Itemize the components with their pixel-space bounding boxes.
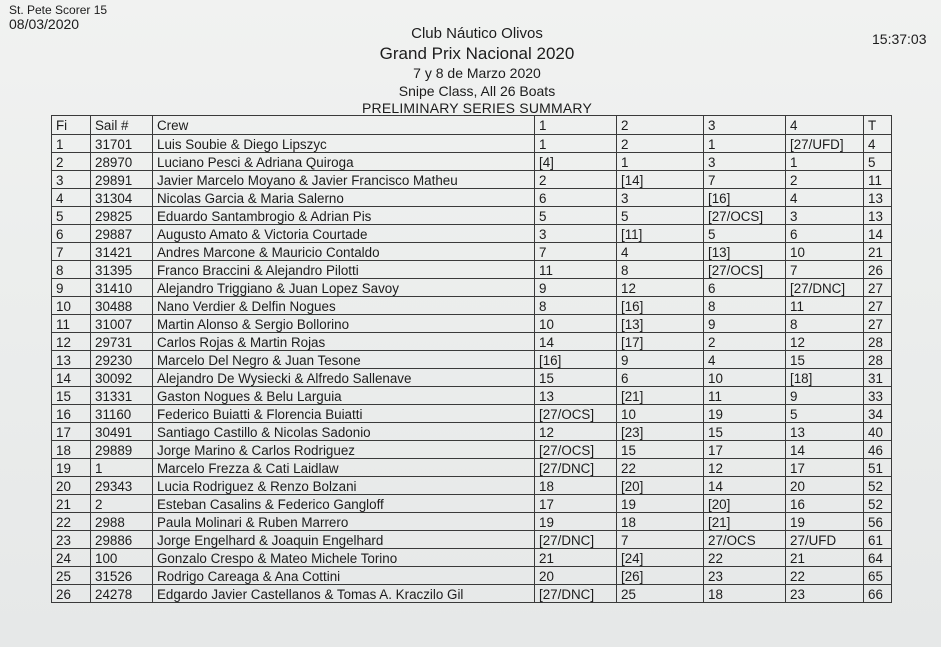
race-3-cell: 10 xyxy=(704,369,786,387)
race-4-cell: 27/UFD xyxy=(786,531,864,549)
crew-cell: Luis Soubie & Diego Lipszyc xyxy=(153,135,535,153)
race-3-cell: [27/OCS] xyxy=(704,207,786,225)
sail-number-cell: 31304 xyxy=(91,189,153,207)
crew-cell: Luciano Pesci & Adriana Quiroga xyxy=(153,153,535,171)
total-points-cell: 27 xyxy=(864,279,892,297)
sail-number-cell: 30092 xyxy=(91,369,153,387)
race-3-cell: [27/OCS] xyxy=(704,261,786,279)
race-3-cell: 1 xyxy=(704,135,786,153)
race-2-cell: 9 xyxy=(617,351,704,369)
sail-number-cell: 29889 xyxy=(91,441,153,459)
header-row xyxy=(52,116,892,135)
header-cell: 3 xyxy=(704,116,786,135)
total-points-cell: 33 xyxy=(864,387,892,405)
total-points-cell: 13 xyxy=(864,189,892,207)
finish-position-cell: 2 xyxy=(52,153,91,171)
sail-number-cell: 1 xyxy=(91,459,153,477)
header-cell: Sail # xyxy=(91,116,153,135)
finish-position-cell: 9 xyxy=(52,279,91,297)
race-4-cell: 19 xyxy=(786,513,864,531)
table-row xyxy=(52,567,892,585)
race-3-cell: 15 xyxy=(704,423,786,441)
table-row xyxy=(52,495,892,513)
race-4-cell: 5 xyxy=(786,405,864,423)
results-body xyxy=(52,135,892,603)
race-4-cell: 9 xyxy=(786,387,864,405)
race-2-cell: 19 xyxy=(617,495,704,513)
race-2-cell: 15 xyxy=(617,441,704,459)
race-1-cell: [27/DNC] xyxy=(535,459,617,477)
total-points-cell: 21 xyxy=(864,243,892,261)
crew-cell: Gonzalo Crespo & Mateo Michele Torino xyxy=(153,549,535,567)
race-2-cell: 1 xyxy=(617,153,704,171)
race-3-cell: 14 xyxy=(704,477,786,495)
race-4-cell: [27/DNC] xyxy=(786,279,864,297)
sail-number-cell: 30491 xyxy=(91,423,153,441)
total-points-cell: 28 xyxy=(864,351,892,369)
finish-position-cell: 14 xyxy=(52,369,91,387)
total-points-cell: 40 xyxy=(864,423,892,441)
total-points-cell: 27 xyxy=(864,297,892,315)
crew-cell: Franco Braccini & Alejandro Pilotti xyxy=(153,261,535,279)
race-2-cell: 5 xyxy=(617,207,704,225)
race-4-cell: 22 xyxy=(786,567,864,585)
race-3-cell: 6 xyxy=(704,279,786,297)
table-row xyxy=(52,135,892,153)
crew-cell: Jorge Engelhard & Joaquin Engelhard xyxy=(153,531,535,549)
crew-cell: Marcelo Frezza & Cati Laidlaw xyxy=(153,459,535,477)
race-3-cell: 7 xyxy=(704,171,786,189)
race-1-cell: 15 xyxy=(535,369,617,387)
sail-number-cell: 30488 xyxy=(91,297,153,315)
finish-position-cell: 3 xyxy=(52,171,91,189)
table-row xyxy=(52,225,892,243)
table-row xyxy=(52,333,892,351)
race-3-cell: 12 xyxy=(704,459,786,477)
race-1-cell: 10 xyxy=(535,315,617,333)
event-title: Grand Prix Nacional 2020 xyxy=(379,44,575,63)
header-cell: 2 xyxy=(617,116,704,135)
finish-position-cell: 6 xyxy=(52,225,91,243)
finish-position-cell: 13 xyxy=(52,351,91,369)
crew-cell: Andres Marcone & Mauricio Contaldo xyxy=(153,243,535,261)
table-row xyxy=(52,261,892,279)
race-4-cell: 3 xyxy=(786,207,864,225)
race-2-cell: [21] xyxy=(617,387,704,405)
total-points-cell: 11 xyxy=(864,171,892,189)
race-2-cell: 2 xyxy=(617,135,704,153)
crew-cell: Edgardo Javier Castellanos & Tomas A. Kraczilo Gil xyxy=(153,585,535,603)
finish-position-cell: 24 xyxy=(52,549,91,567)
total-points-cell: 64 xyxy=(864,549,892,567)
print-time: 15:37:03 xyxy=(872,31,927,47)
total-points-cell: 4 xyxy=(864,135,892,153)
club-name: Club Náutico Olivos xyxy=(411,25,543,42)
total-points-cell: 65 xyxy=(864,567,892,585)
race-1-cell: 14 xyxy=(535,333,617,351)
total-points-cell: 52 xyxy=(864,477,892,495)
table-row xyxy=(52,171,892,189)
race-1-cell: 18 xyxy=(535,477,617,495)
scorer-info xyxy=(9,3,107,31)
finish-position-cell: 16 xyxy=(52,405,91,423)
race-2-cell: [20] xyxy=(617,477,704,495)
print-date: 08/03/2020 xyxy=(9,16,80,32)
crew-cell: Alejandro Triggiano & Juan Lopez Savoy xyxy=(153,279,535,297)
race-3-cell: 22 xyxy=(704,549,786,567)
finish-position-cell: 12 xyxy=(52,333,91,351)
race-4-cell: 1 xyxy=(786,153,864,171)
title-block xyxy=(280,24,674,116)
sail-number-cell: 31395 xyxy=(91,261,153,279)
race-2-cell: [14] xyxy=(617,171,704,189)
finish-position-cell: 19 xyxy=(52,459,91,477)
race-1-cell: 1 xyxy=(535,135,617,153)
crew-cell: Marcelo Del Negro & Juan Tesone xyxy=(153,351,535,369)
table-row xyxy=(52,387,892,405)
race-4-cell: 4 xyxy=(786,189,864,207)
finish-position-cell: 21 xyxy=(52,495,91,513)
race-1-cell: 8 xyxy=(535,297,617,315)
race-4-cell: 20 xyxy=(786,477,864,495)
race-4-cell: 11 xyxy=(786,297,864,315)
finish-position-cell: 18 xyxy=(52,441,91,459)
race-1-cell: 19 xyxy=(535,513,617,531)
race-1-cell: 7 xyxy=(535,243,617,261)
table-row xyxy=(52,153,892,171)
race-1-cell: 3 xyxy=(535,225,617,243)
finish-position-cell: 17 xyxy=(52,423,91,441)
scorer-name: St. Pete Scorer 15 xyxy=(9,3,108,17)
race-2-cell: 8 xyxy=(617,261,704,279)
crew-cell: Rodrigo Careaga & Ana Cottini xyxy=(153,567,535,585)
sail-number-cell: 31160 xyxy=(91,405,153,423)
crew-cell: Federico Buiatti & Florencia Buiatti xyxy=(153,405,535,423)
sail-number-cell: 29731 xyxy=(91,333,153,351)
summary-title: PRELIMINARY SERIES SUMMARY xyxy=(361,100,593,116)
finish-position-cell: 20 xyxy=(52,477,91,495)
race-1-cell: 5 xyxy=(535,207,617,225)
table-row xyxy=(52,207,892,225)
finish-position-cell: 5 xyxy=(52,207,91,225)
finish-position-cell: 15 xyxy=(52,387,91,405)
sail-number-cell: 2988 xyxy=(91,513,153,531)
sail-number-cell: 31701 xyxy=(91,135,153,153)
race-1-cell: 11 xyxy=(535,261,617,279)
header-cell: 1 xyxy=(535,116,617,135)
sail-number-cell: 29891 xyxy=(91,171,153,189)
sail-number-cell: 31331 xyxy=(91,387,153,405)
table-row xyxy=(52,585,892,603)
total-points-cell: 27 xyxy=(864,315,892,333)
sail-number-cell: 29230 xyxy=(91,351,153,369)
race-4-cell: 7 xyxy=(786,261,864,279)
total-points-cell: 56 xyxy=(864,513,892,531)
finish-position-cell: 11 xyxy=(52,315,91,333)
table-row xyxy=(52,279,892,297)
race-1-cell: [16] xyxy=(535,351,617,369)
table-row xyxy=(52,189,892,207)
sail-number-cell: 29887 xyxy=(91,225,153,243)
finish-position-cell: 26 xyxy=(52,585,91,603)
race-4-cell: 6 xyxy=(786,225,864,243)
finish-position-cell: 25 xyxy=(52,567,91,585)
crew-cell: Nano Verdier & Delfin Nogues xyxy=(153,297,535,315)
class-info: Snipe Class, All 26 Boats xyxy=(398,83,556,99)
race-1-cell: 2 xyxy=(535,171,617,189)
table-row xyxy=(52,405,892,423)
race-3-cell: 27/OCS xyxy=(704,531,786,549)
race-1-cell: [27/OCS] xyxy=(535,441,617,459)
race-3-cell: 23 xyxy=(704,567,786,585)
race-4-cell: 21 xyxy=(786,549,864,567)
sail-number-cell: 29343 xyxy=(91,477,153,495)
race-4-cell: 23 xyxy=(786,585,864,603)
race-2-cell: 22 xyxy=(617,459,704,477)
sail-number-cell: 29825 xyxy=(91,207,153,225)
race-3-cell: 19 xyxy=(704,405,786,423)
total-points-cell: 28 xyxy=(864,333,892,351)
crew-cell: Nicolas Garcia & Maria Salerno xyxy=(153,189,535,207)
race-4-cell: [18] xyxy=(786,369,864,387)
race-1-cell: 20 xyxy=(535,567,617,585)
total-points-cell: 13 xyxy=(864,207,892,225)
finish-position-cell: 7 xyxy=(52,243,91,261)
race-2-cell: [16] xyxy=(617,297,704,315)
race-4-cell: 12 xyxy=(786,333,864,351)
header-cell: T xyxy=(864,116,892,135)
race-1-cell: 12 xyxy=(535,423,617,441)
total-points-cell: 46 xyxy=(864,441,892,459)
race-3-cell: 2 xyxy=(704,333,786,351)
table-row xyxy=(52,369,892,387)
table-row xyxy=(52,459,892,477)
table-row xyxy=(52,531,892,549)
race-4-cell: 16 xyxy=(786,495,864,513)
race-3-cell: [13] xyxy=(704,243,786,261)
race-2-cell: [11] xyxy=(617,225,704,243)
sail-number-cell: 31526 xyxy=(91,567,153,585)
table-row xyxy=(52,477,892,495)
race-2-cell: 4 xyxy=(617,243,704,261)
race-2-cell: 6 xyxy=(617,369,704,387)
total-points-cell: 66 xyxy=(864,585,892,603)
total-points-cell: 51 xyxy=(864,459,892,477)
race-1-cell: [27/DNC] xyxy=(535,531,617,549)
crew-cell: Santiago Castillo & Nicolas Sadonio xyxy=(153,423,535,441)
results-table xyxy=(51,115,892,603)
sail-number-cell: 31007 xyxy=(91,315,153,333)
table-row xyxy=(52,315,892,333)
crew-cell: Lucia Rodriguez & Renzo Bolzani xyxy=(153,477,535,495)
race-3-cell: 3 xyxy=(704,153,786,171)
race-2-cell: [17] xyxy=(617,333,704,351)
race-1-cell: 9 xyxy=(535,279,617,297)
race-3-cell: 5 xyxy=(704,225,786,243)
finish-position-cell: 23 xyxy=(52,531,91,549)
sail-number-cell: 29886 xyxy=(91,531,153,549)
crew-cell: Gaston Nogues & Belu Larguia xyxy=(153,387,535,405)
race-4-cell: 17 xyxy=(786,459,864,477)
event-dates: 7 y 8 de Marzo 2020 xyxy=(413,65,541,81)
sail-number-cell: 31421 xyxy=(91,243,153,261)
table-row xyxy=(52,297,892,315)
race-2-cell: [13] xyxy=(617,315,704,333)
table-row xyxy=(52,423,892,441)
sail-number-cell: 24278 xyxy=(91,585,153,603)
crew-cell: Carlos Rojas & Martin Rojas xyxy=(153,333,535,351)
total-points-cell: 31 xyxy=(864,369,892,387)
crew-cell: Esteban Casalins & Federico Gangloff xyxy=(153,495,535,513)
race-4-cell: 13 xyxy=(786,423,864,441)
race-2-cell: 3 xyxy=(617,189,704,207)
total-points-cell: 61 xyxy=(864,531,892,549)
race-4-cell: 8 xyxy=(786,315,864,333)
table-row xyxy=(52,243,892,261)
crew-cell: Martin Alonso & Sergio Bollorino xyxy=(153,315,535,333)
race-4-cell: 2 xyxy=(786,171,864,189)
sail-number-cell: 100 xyxy=(91,549,153,567)
race-1-cell: 6 xyxy=(535,189,617,207)
header-cell: 4 xyxy=(786,116,864,135)
race-2-cell: 7 xyxy=(617,531,704,549)
race-3-cell: [21] xyxy=(704,513,786,531)
race-1-cell: 13 xyxy=(535,387,617,405)
race-1-cell: [27/DNC] xyxy=(535,585,617,603)
race-1-cell: 17 xyxy=(535,495,617,513)
table-row xyxy=(52,513,892,531)
sail-number-cell: 31410 xyxy=(91,279,153,297)
race-2-cell: [26] xyxy=(617,567,704,585)
finish-position-cell: 1 xyxy=(52,135,91,153)
crew-cell: Alejandro De Wysiecki & Alfredo Sallenave xyxy=(153,369,535,387)
crew-cell: Javier Marcelo Moyano & Javier Francisco Matheu xyxy=(153,171,535,189)
finish-position-cell: 4 xyxy=(52,189,91,207)
race-3-cell: 4 xyxy=(704,351,786,369)
race-2-cell: [23] xyxy=(617,423,704,441)
table-row xyxy=(52,441,892,459)
crew-cell: Augusto Amato & Victoria Courtade xyxy=(153,225,535,243)
crew-cell: Jorge Marino & Carlos Rodriguez xyxy=(153,441,535,459)
header-cell: Crew xyxy=(153,116,535,135)
table-row xyxy=(52,549,892,567)
total-points-cell: 52 xyxy=(864,495,892,513)
finish-position-cell: 8 xyxy=(52,261,91,279)
table-row xyxy=(52,351,892,369)
race-2-cell: [24] xyxy=(617,549,704,567)
race-2-cell: 10 xyxy=(617,405,704,423)
crew-cell: Eduardo Santambrogio & Adrian Pis xyxy=(153,207,535,225)
sail-number-cell: 2 xyxy=(91,495,153,513)
sail-number-cell: 28970 xyxy=(91,153,153,171)
race-3-cell: 17 xyxy=(704,441,786,459)
race-1-cell: [4] xyxy=(535,153,617,171)
race-4-cell: [27/UFD] xyxy=(786,135,864,153)
race-3-cell: 9 xyxy=(704,315,786,333)
race-2-cell: 18 xyxy=(617,513,704,531)
total-points-cell: 14 xyxy=(864,225,892,243)
race-4-cell: 15 xyxy=(786,351,864,369)
finish-position-cell: 10 xyxy=(52,297,91,315)
header-cell: Fi xyxy=(52,116,91,135)
race-2-cell: 12 xyxy=(617,279,704,297)
finish-position-cell: 22 xyxy=(52,513,91,531)
race-4-cell: 10 xyxy=(786,243,864,261)
total-points-cell: 26 xyxy=(864,261,892,279)
race-3-cell: 8 xyxy=(704,297,786,315)
crew-cell: Paula Molinari & Ruben Marrero xyxy=(153,513,535,531)
race-4-cell: 14 xyxy=(786,441,864,459)
race-3-cell: 18 xyxy=(704,585,786,603)
race-2-cell: 25 xyxy=(617,585,704,603)
total-points-cell: 5 xyxy=(864,153,892,171)
race-1-cell: [27/OCS] xyxy=(535,405,617,423)
race-3-cell: 11 xyxy=(704,387,786,405)
race-1-cell: 21 xyxy=(535,549,617,567)
race-3-cell: [16] xyxy=(704,189,786,207)
race-3-cell: [20] xyxy=(704,495,786,513)
total-points-cell: 34 xyxy=(864,405,892,423)
